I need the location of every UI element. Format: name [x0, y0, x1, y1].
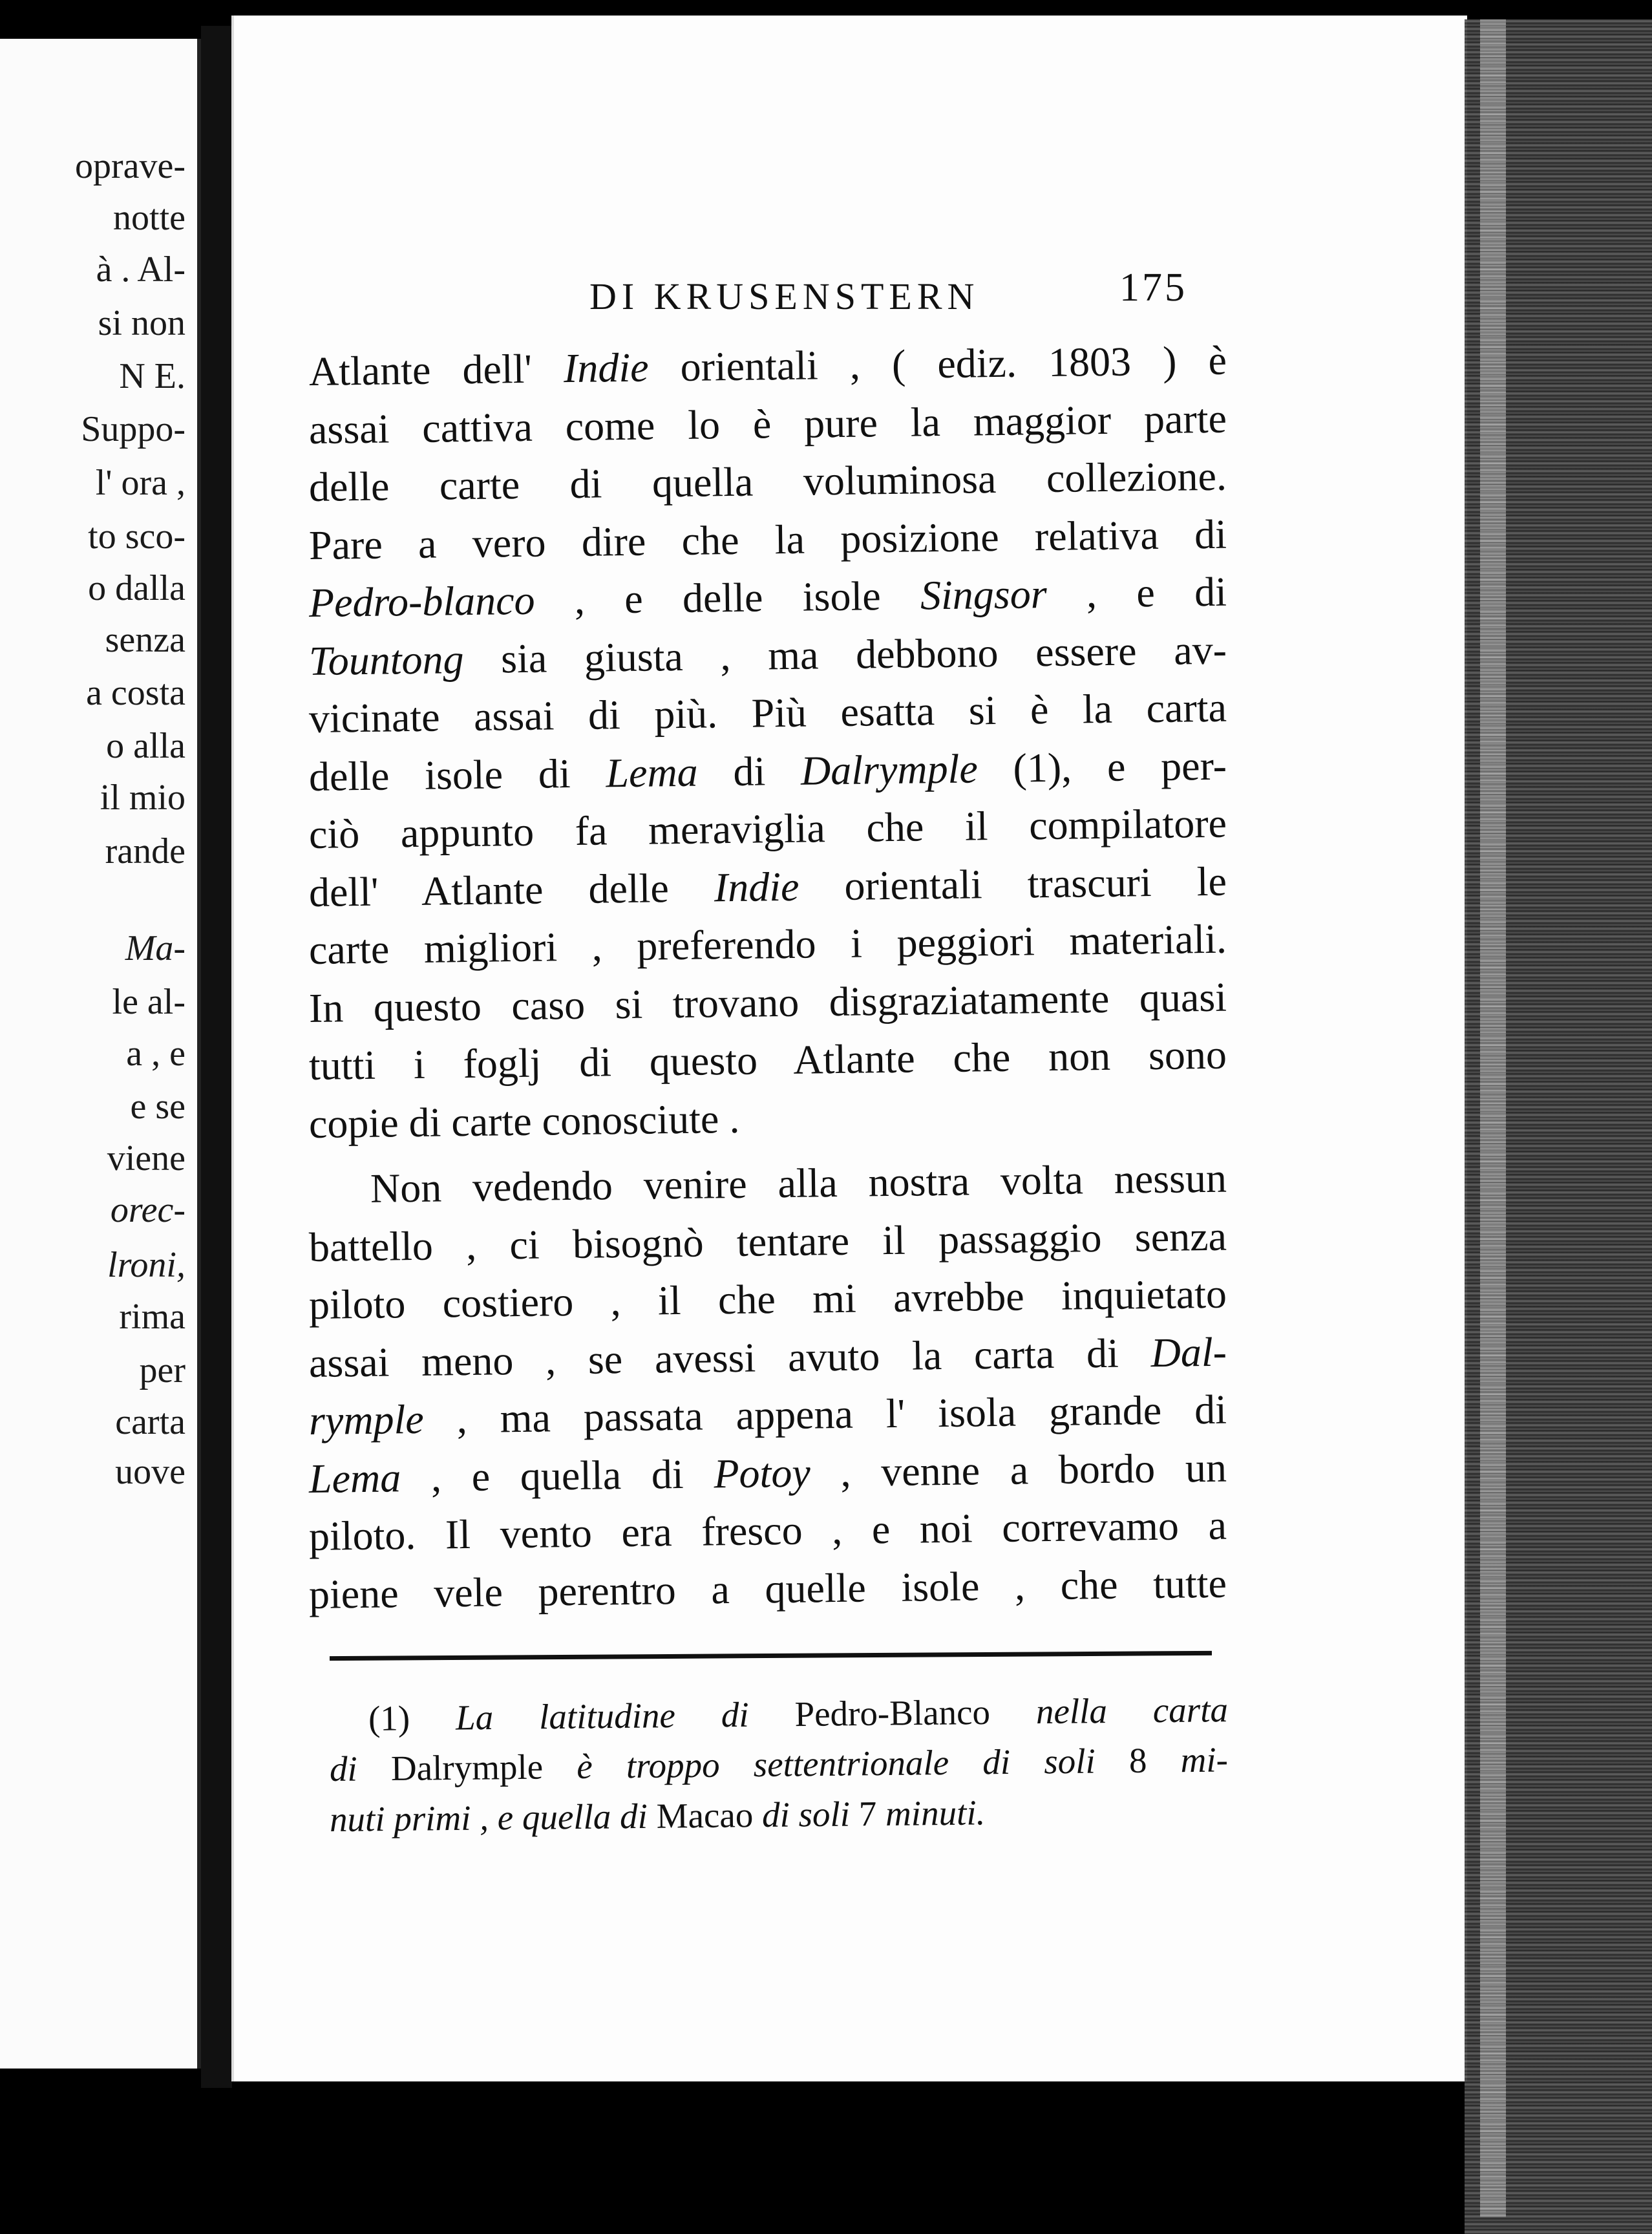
italic-span: Potoy: [714, 1449, 811, 1496]
italic-span: Pedro-blanco: [308, 577, 535, 626]
italic-span: Dalrymple: [800, 745, 979, 794]
left-page-line: orec-: [110, 1190, 185, 1230]
body-line: dell' Atlante delle Indie orientali trascuri le: [308, 858, 1227, 915]
body-line: Non vedendo venire alla nostra volta nessun: [370, 1154, 1227, 1211]
body-line: assai cattiva come lo è pure la maggior parte: [308, 395, 1227, 452]
footnote-line: nuti primi , e quella di Macao di soli 7 minuti.: [329, 1793, 986, 1839]
italic-span: Singsor: [920, 571, 1048, 619]
left-page-line: Ma-: [125, 928, 185, 968]
left-page-line: oprave-: [74, 146, 185, 186]
italic-span: nella carta: [1035, 1690, 1229, 1732]
italic-span: Indie: [714, 863, 800, 910]
body-line: Atlante dell' Indie orientali , ( ediz. 1803 ) è: [308, 337, 1227, 394]
italic-span: nuti primi , e quella di: [329, 1796, 648, 1839]
body-line: In questo caso si trovano disgraziatamente quasi: [308, 973, 1227, 1031]
body-line: delle isole di Lema di Dalrymple (1), e per-: [308, 742, 1227, 800]
left-page-line: si non: [98, 303, 185, 343]
body-line: Lema , e quella di Potoy , venne a bordo un: [308, 1444, 1227, 1502]
body-line: carte migliori , preferendo i peggiori materiali.: [308, 915, 1227, 973]
footnote-line: (1) La latitudine di Pedro-Blanco nella carta: [368, 1690, 1229, 1738]
running-head: DI KRUSENSTERN: [589, 275, 980, 317]
left-page-line: to sco-: [88, 516, 185, 557]
book-edge-highlight: [1480, 19, 1506, 2217]
body-line: Pare a vero dire che la posizione relativa di: [308, 511, 1227, 568]
body-line: delle carte di quella voluminosa collezione.: [308, 452, 1227, 510]
left-page-line: a , e: [126, 1034, 185, 1074]
left-page-line: carta: [115, 1402, 185, 1442]
book-gutter: [201, 26, 232, 2088]
left-page-line: l' ora ,: [95, 463, 185, 503]
footnote: [329, 1690, 1229, 1845]
left-page-line: a costa: [86, 673, 185, 713]
italic-span: Dal-: [1150, 1328, 1227, 1376]
body-line: piloto. Il vento era fresco , e noi correvamo a: [308, 1502, 1227, 1559]
italic-span: di: [329, 1749, 358, 1789]
body-line: Tountong sia giusta , ma debbono essere av-: [308, 626, 1227, 684]
left-page-line: viene: [107, 1138, 185, 1178]
body-line: battello , ci bisognò tentare il passaggio senza: [308, 1213, 1227, 1270]
body-line: copie di carte conosciute .: [308, 1095, 740, 1147]
body-line: piloto costiero , il che mi avrebbe inquietato: [308, 1270, 1227, 1328]
italic-span: Tountong: [308, 635, 464, 684]
body-line: piene vele perentro a quelle isole , che tutte: [308, 1560, 1227, 1617]
italic-span: Lema: [308, 1454, 401, 1502]
left-page-line: e se: [130, 1087, 185, 1127]
body-line: tutti i foglj di questo Atlante che non sono: [308, 1031, 1227, 1089]
left-page-line: Suppo-: [81, 409, 185, 449]
italic-span: mi-: [1180, 1739, 1229, 1780]
italic-span: La latitudine di: [455, 1694, 749, 1738]
left-page-line: il mio: [100, 778, 185, 818]
left-page-line: rande: [105, 831, 185, 871]
footnote-line: di Dalrymple è troppo settentrionale di soli 8 mi-: [329, 1739, 1229, 1789]
left-page-line: o dalla: [88, 568, 185, 608]
left-page-line: rima: [119, 1297, 185, 1337]
left-page-line: o alla: [106, 726, 185, 766]
italic-span: è troppo settentrionale di soli: [576, 1741, 1096, 1786]
left-page-line: à . Al-: [96, 250, 185, 290]
left-page-line: notte: [113, 198, 185, 238]
left-page-line: senza: [105, 620, 185, 660]
italic-span: rymple: [308, 1396, 425, 1443]
body-line: ciò appunto fa meraviglia che il compilatore: [308, 800, 1227, 857]
left-page-line: le al-: [112, 982, 185, 1022]
left-page-line: per: [139, 1350, 185, 1390]
body-line: Pedro-blanco , e delle isole Singsor , e di: [308, 568, 1227, 626]
body-line: rymple , ma passata appena l' isola grande di: [308, 1386, 1227, 1443]
italic-span: Lema: [605, 749, 699, 796]
left-page-line: uove: [115, 1452, 185, 1492]
body-line: vicinate assai di più. Più esatta si è la carta: [308, 684, 1227, 741]
left-facing-page: [0, 39, 201, 2069]
italic-span: minuti.: [885, 1793, 986, 1833]
italic-span: di soli: [761, 1794, 851, 1835]
italic-span: Indie: [563, 344, 649, 392]
body-text: [308, 337, 1227, 1623]
left-page-line: lroni,: [107, 1245, 185, 1285]
left-page-line: N E.: [119, 356, 185, 396]
body-line: assai meno , se avessi avuto la carta di Dal-: [308, 1328, 1227, 1386]
page-number: 175: [1119, 266, 1187, 310]
